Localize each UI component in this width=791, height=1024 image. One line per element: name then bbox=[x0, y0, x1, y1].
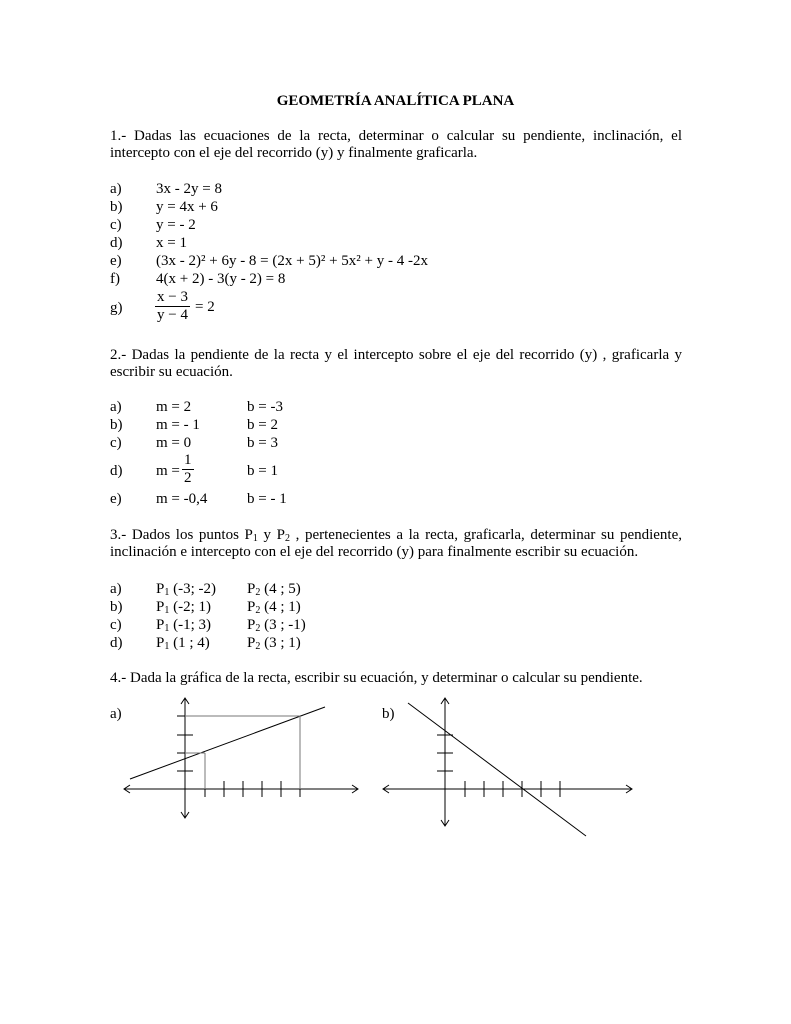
q1-item-g-rhs: = 2 bbox=[195, 299, 215, 315]
q3-item-d-point1 bbox=[156, 635, 210, 652]
point-name: P bbox=[247, 581, 256, 597]
point-subscript: 2 bbox=[255, 605, 261, 616]
q2-item-e-label: e) bbox=[110, 491, 122, 507]
q1-item-f-equation: 4(x + 2) - 3(y - 2) = 8 bbox=[156, 271, 286, 287]
point-coords: (-1; 3) bbox=[169, 617, 211, 633]
point-coords: (-3; -2) bbox=[169, 581, 216, 597]
q2-item-a-intercept: b = -3 bbox=[247, 399, 283, 415]
y-ticks bbox=[437, 735, 453, 771]
q1-item-a-equation: 3x - 2y = 8 bbox=[156, 181, 222, 197]
q3-item-d-label: d) bbox=[110, 635, 123, 651]
page-title: GEOMETRÍA ANALÍTICA PLANA bbox=[276, 93, 515, 109]
point-name: P bbox=[247, 599, 256, 615]
q3-item-c-point1 bbox=[156, 617, 211, 634]
q2-item-d-intercept: b = 1 bbox=[247, 463, 278, 479]
y-axis-arrow-up bbox=[441, 698, 449, 704]
y-ticks bbox=[177, 716, 193, 771]
q2-item-c-slope: m = 0 bbox=[156, 435, 192, 451]
y-axis-arrow-down bbox=[441, 820, 449, 826]
q1-item-f-label: f) bbox=[110, 271, 120, 287]
fraction-numerator: 1 bbox=[184, 452, 192, 468]
q3-text-part: y P bbox=[257, 527, 285, 543]
question-1-text: 1.- Dadas las ecuaciones de la recta, determinar o calcular su pendiente, inclinación, el intercepto con el eje del recorrido (y) y finalmente graficarla. bbox=[110, 128, 682, 161]
y-axis-arrow-down bbox=[181, 812, 189, 818]
question-4-text: 4.- Dada la gráfica de la recta, escribir su ecuación, y determinar o calcular su pendiente. bbox=[110, 670, 643, 686]
q3-item-a-point1 bbox=[156, 581, 216, 598]
q3-item-b-point1 bbox=[156, 599, 211, 616]
question-2-text: 2.- Dadas la pendiente de la recta y el intercepto sobre el eje del recorrido (y) , graficarla y escribir su ecuación. bbox=[110, 347, 682, 380]
point-subscript: 2 bbox=[255, 641, 261, 652]
fraction-denominator: y − 4 bbox=[157, 307, 188, 323]
point-subscript: 1 bbox=[164, 605, 170, 616]
q1-item-e-equation: (3x - 2)² + 6y - 8 = (2x + 5)² + 5x² + y - 4 -2x bbox=[156, 253, 428, 269]
x-ticks bbox=[205, 781, 300, 797]
x-ticks bbox=[465, 781, 560, 797]
q2-item-c-intercept: b = 3 bbox=[247, 435, 278, 451]
q1-item-g-label: g) bbox=[110, 300, 123, 316]
q3-item-a-label: a) bbox=[110, 581, 122, 597]
q3-subscript: 2 bbox=[284, 533, 290, 544]
q2-item-a-label: a) bbox=[110, 399, 122, 415]
q3-item-d-point2 bbox=[247, 635, 301, 652]
x-axis-arrow-left bbox=[383, 785, 389, 793]
q2-item-e-slope: m = -0,4 bbox=[156, 491, 208, 507]
q1-item-d-label: d) bbox=[110, 235, 123, 251]
q2-item-b-label: b) bbox=[110, 417, 123, 433]
q1-item-c-equation: y = - 2 bbox=[156, 217, 196, 233]
q3-text-part: , pertenecientes a la recta, graficarla, determinar su pendiente, inclinación e intercepto con el eje del recorrido (y) para finalmente escribir su ecuación. bbox=[110, 527, 682, 560]
q2-item-b-slope: m = - 1 bbox=[156, 417, 200, 433]
point-name: P bbox=[247, 635, 256, 651]
point-name: P bbox=[156, 617, 165, 633]
q1-item-c-label: c) bbox=[110, 217, 122, 233]
point-coords: (1 ; 4) bbox=[169, 635, 210, 651]
point-name: P bbox=[156, 599, 165, 615]
x-axis-arrow-left bbox=[124, 785, 130, 793]
q3-subscript: 1 bbox=[252, 533, 258, 544]
point-name: P bbox=[247, 617, 256, 633]
point-coords: (4 ; 5) bbox=[260, 581, 301, 597]
fraction-denominator: 2 bbox=[184, 470, 192, 486]
q4-graph-a-label: a) bbox=[110, 706, 122, 722]
point-coords: (3 ; 1) bbox=[260, 635, 301, 651]
x-axis-arrow-right bbox=[352, 785, 358, 793]
q2-item-a-slope: m = 2 bbox=[156, 399, 192, 415]
q1-item-e-label: e) bbox=[110, 253, 122, 269]
point-subscript: 2 bbox=[255, 623, 261, 634]
fraction-numerator: x − 3 bbox=[157, 289, 188, 305]
q1-item-d-equation: x = 1 bbox=[156, 235, 187, 251]
point-coords: (4 ; 1) bbox=[260, 599, 301, 615]
point-subscript: 1 bbox=[164, 587, 170, 598]
q2-item-e-intercept: b = - 1 bbox=[247, 491, 287, 507]
point-name: P bbox=[156, 635, 165, 651]
q2-item-d-label: d) bbox=[110, 463, 123, 479]
point-subscript: 2 bbox=[255, 587, 261, 598]
q2-item-c-label: c) bbox=[110, 435, 122, 451]
q3-item-c-point2 bbox=[247, 617, 306, 634]
q3-item-b-label: b) bbox=[110, 599, 123, 615]
x-axis-arrow-right bbox=[626, 785, 632, 793]
q1-item-g-fraction bbox=[155, 289, 190, 324]
q1-item-b-label: b) bbox=[110, 199, 123, 215]
q3-item-b-point2 bbox=[247, 599, 301, 616]
point-subscript: 1 bbox=[164, 641, 170, 652]
q3-item-a-point2 bbox=[247, 581, 301, 598]
q2-item-d-slope: m = bbox=[156, 463, 180, 479]
guide-lines bbox=[185, 716, 300, 789]
point-coords: (3 ; -1) bbox=[260, 617, 306, 633]
point-subscript: 1 bbox=[164, 623, 170, 634]
point-coords: (-2; 1) bbox=[169, 599, 211, 615]
point-name: P bbox=[156, 581, 165, 597]
q3-item-c-label: c) bbox=[110, 617, 122, 633]
y-axis-arrow-up bbox=[181, 698, 189, 704]
q1-item-a-label: a) bbox=[110, 181, 122, 197]
q2-item-b-intercept: b = 2 bbox=[247, 417, 278, 433]
question-3-text bbox=[110, 527, 682, 561]
graph-a-line bbox=[130, 707, 325, 779]
graph-b-line bbox=[408, 703, 586, 836]
q1-item-b-equation: y = 4x + 6 bbox=[156, 199, 218, 215]
q2-item-d-fraction bbox=[182, 452, 194, 487]
q4-graph-b-label: b) bbox=[382, 706, 395, 722]
q3-text-part: 3.- Dados los puntos P bbox=[110, 527, 253, 543]
